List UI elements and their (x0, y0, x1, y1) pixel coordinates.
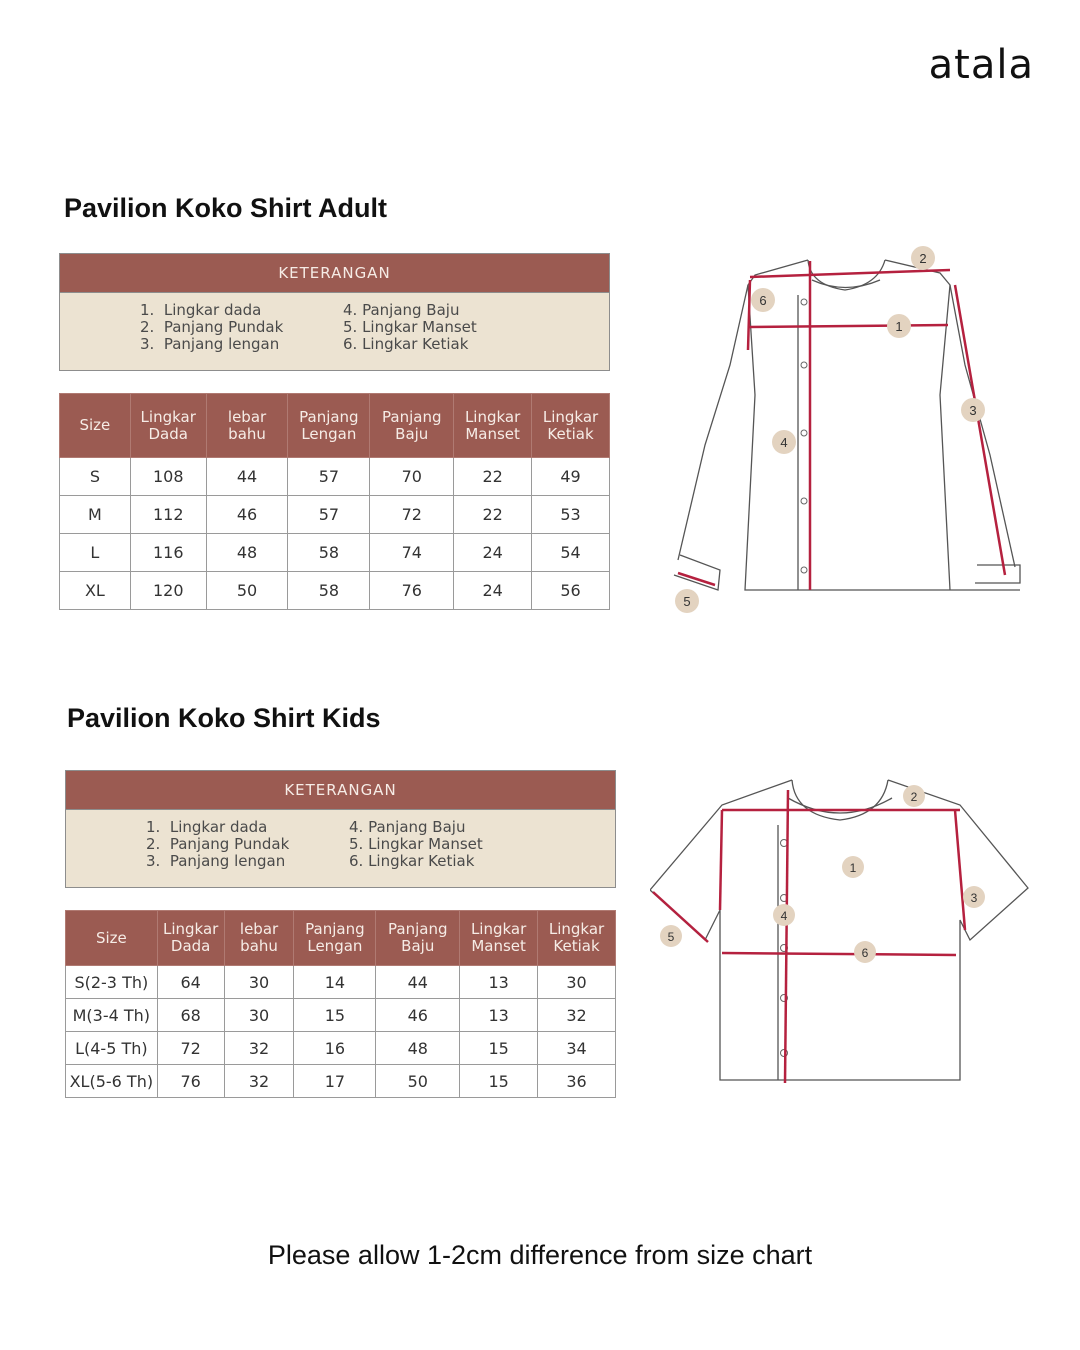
table-cell: 50 (376, 1065, 460, 1098)
table-cell: 16 (294, 1032, 376, 1065)
table-cell: 34 (538, 1032, 616, 1065)
column-header: lebar bahu (224, 911, 294, 966)
table-cell: 57 (288, 496, 370, 534)
table-cell: 24 (454, 534, 532, 572)
table-cell: 74 (370, 534, 454, 572)
table-cell: 22 (454, 458, 532, 496)
table-row (66, 1065, 616, 1098)
table-row (60, 458, 610, 496)
table-cell: 22 (454, 496, 532, 534)
legend-item: 3. Panjang lengan (140, 335, 280, 353)
column-header: Panjang Lengan (294, 911, 376, 966)
table-cell: 112 (130, 496, 206, 534)
kids-legend-title: KETERANGAN (66, 771, 615, 810)
table-cell: 15 (460, 1032, 538, 1065)
table-cell: 116 (130, 534, 206, 572)
marker-label: 2 (910, 790, 918, 804)
marker-6 (854, 941, 876, 963)
table-cell: 13 (460, 999, 538, 1032)
legend-item: 5. Lingkar Manset (349, 835, 483, 853)
table-cell: 14 (294, 966, 376, 999)
table-cell: 58 (288, 572, 370, 610)
table-cell: 44 (376, 966, 460, 999)
adult-size-table (59, 393, 610, 610)
table-row (66, 1032, 616, 1065)
table-row (60, 496, 610, 534)
column-header: Lingkar Manset (454, 394, 532, 458)
kids-table-body (66, 966, 616, 1098)
legend-item: 2. Panjang Pundak (140, 318, 284, 336)
column-header: Lingkar Dada (157, 911, 224, 966)
table-cell: 64 (157, 966, 224, 999)
kids-header-row (66, 911, 616, 966)
table-cell: M (60, 496, 131, 534)
adult-shirt-diagram (660, 245, 1040, 620)
table-cell: 36 (538, 1065, 616, 1098)
marker-label: 6 (861, 946, 869, 960)
table-row (66, 966, 616, 999)
kids-shirt-outline (650, 780, 1028, 1080)
marker-label: 3 (969, 403, 977, 418)
legend-item: 1. Lingkar dada (140, 301, 262, 319)
table-cell: 24 (454, 572, 532, 610)
adult-shirt-outline (674, 260, 1020, 590)
marker-4 (773, 904, 795, 926)
table-cell: 44 (206, 458, 288, 496)
table-cell: 57 (288, 458, 370, 496)
kids-measure-lines (653, 790, 965, 1083)
table-cell: 32 (224, 1032, 294, 1065)
table-row (60, 572, 610, 610)
adult-header-row (60, 394, 610, 458)
table-cell: 13 (460, 966, 538, 999)
column-header: Panjang Baju (376, 911, 460, 966)
adult-legend-right (343, 302, 477, 353)
marker-label: 5 (683, 594, 691, 609)
table-row (60, 534, 610, 572)
adult-legend (59, 253, 610, 371)
marker-label: 4 (780, 909, 788, 923)
legend-item: 3. Panjang lengan (146, 852, 286, 870)
table-cell: 72 (157, 1032, 224, 1065)
table-cell: L (60, 534, 131, 572)
table-cell: 68 (157, 999, 224, 1032)
table-cell: 50 (206, 572, 288, 610)
table-cell: 32 (224, 1065, 294, 1098)
column-header: Lingkar Ketiak (532, 394, 610, 458)
table-cell: 72 (370, 496, 454, 534)
marker-label: 1 (849, 861, 857, 875)
table-cell: 15 (460, 1065, 538, 1098)
marker-2 (903, 785, 925, 807)
table-cell: 53 (532, 496, 610, 534)
size-chart-note: Please allow 1-2cm difference from size chart (267, 1240, 813, 1270)
legend-item: 1. Lingkar dada (146, 818, 268, 836)
table-cell: 30 (224, 966, 294, 999)
kids-section-title: Pavilion Koko Shirt Kids (67, 703, 381, 733)
table-cell: 46 (206, 496, 288, 534)
table-cell: S (60, 458, 131, 496)
table-cell: 120 (130, 572, 206, 610)
marker-2 (911, 246, 935, 270)
marker-3 (963, 886, 985, 908)
column-header: Size (60, 394, 131, 458)
marker-label: 3 (970, 891, 978, 905)
table-cell: XL(5-6 Th) (66, 1065, 158, 1098)
marker-label: 2 (919, 251, 927, 266)
table-row (66, 999, 616, 1032)
table-cell: 54 (532, 534, 610, 572)
table-cell: 32 (538, 999, 616, 1032)
legend-item: 4. Panjang Baju (343, 301, 460, 319)
marker-label: 1 (895, 319, 903, 334)
kids-legend-body (66, 810, 615, 887)
marker-1 (887, 314, 911, 338)
table-cell: 30 (224, 999, 294, 1032)
marker-3 (961, 398, 985, 422)
marker-1 (842, 856, 864, 878)
legend-item: 4. Panjang Baju (349, 818, 466, 836)
column-header: Lingkar Ketiak (538, 911, 616, 966)
column-header: Lingkar Manset (460, 911, 538, 966)
brand-logo: atala (928, 42, 1034, 88)
adult-shirt-buttons (801, 299, 807, 573)
table-cell: 46 (376, 999, 460, 1032)
table-cell: XL (60, 572, 131, 610)
table-cell: 30 (538, 966, 616, 999)
adult-legend-body (60, 293, 609, 370)
marker-6 (751, 288, 775, 312)
adult-measure-lines (678, 261, 1005, 590)
kids-size-table (65, 910, 616, 1098)
marker-5 (660, 925, 682, 947)
column-header: lebar bahu (206, 394, 288, 458)
table-cell: 56 (532, 572, 610, 610)
kids-shirt-diagram (650, 770, 1040, 1090)
adult-table-body (60, 458, 610, 610)
adult-markers (675, 246, 985, 613)
marker-label: 5 (667, 930, 675, 944)
marker-4 (772, 430, 796, 454)
table-cell: L(4-5 Th) (66, 1032, 158, 1065)
legend-item: 2. Panjang Pundak (146, 835, 290, 853)
column-header: Size (66, 911, 158, 966)
kids-legend-right (349, 819, 483, 870)
table-cell: 70 (370, 458, 454, 496)
adult-legend-title: KETERANGAN (60, 254, 609, 293)
column-header: Panjang Baju (370, 394, 454, 458)
kids-legend-left (146, 819, 289, 870)
table-cell: 17 (294, 1065, 376, 1098)
table-cell: 48 (206, 534, 288, 572)
legend-item: 5. Lingkar Manset (343, 318, 477, 336)
table-cell: M(3-4 Th) (66, 999, 158, 1032)
marker-label: 6 (759, 293, 767, 308)
table-cell: S(2-3 Th) (66, 966, 158, 999)
table-cell: 76 (370, 572, 454, 610)
table-cell: 49 (532, 458, 610, 496)
adult-legend-left (140, 302, 283, 353)
table-cell: 76 (157, 1065, 224, 1098)
marker-5 (675, 589, 699, 613)
adult-section-title: Pavilion Koko Shirt Adult (64, 193, 388, 223)
legend-item: 6. Lingkar Ketiak (349, 852, 475, 870)
column-header: Lingkar Dada (130, 394, 206, 458)
kids-legend (65, 770, 616, 888)
table-cell: 58 (288, 534, 370, 572)
table-cell: 48 (376, 1032, 460, 1065)
legend-item: 6. Lingkar Ketiak (343, 335, 469, 353)
marker-label: 4 (780, 435, 788, 450)
column-header: Panjang Lengan (288, 394, 370, 458)
table-cell: 108 (130, 458, 206, 496)
table-cell: 15 (294, 999, 376, 1032)
